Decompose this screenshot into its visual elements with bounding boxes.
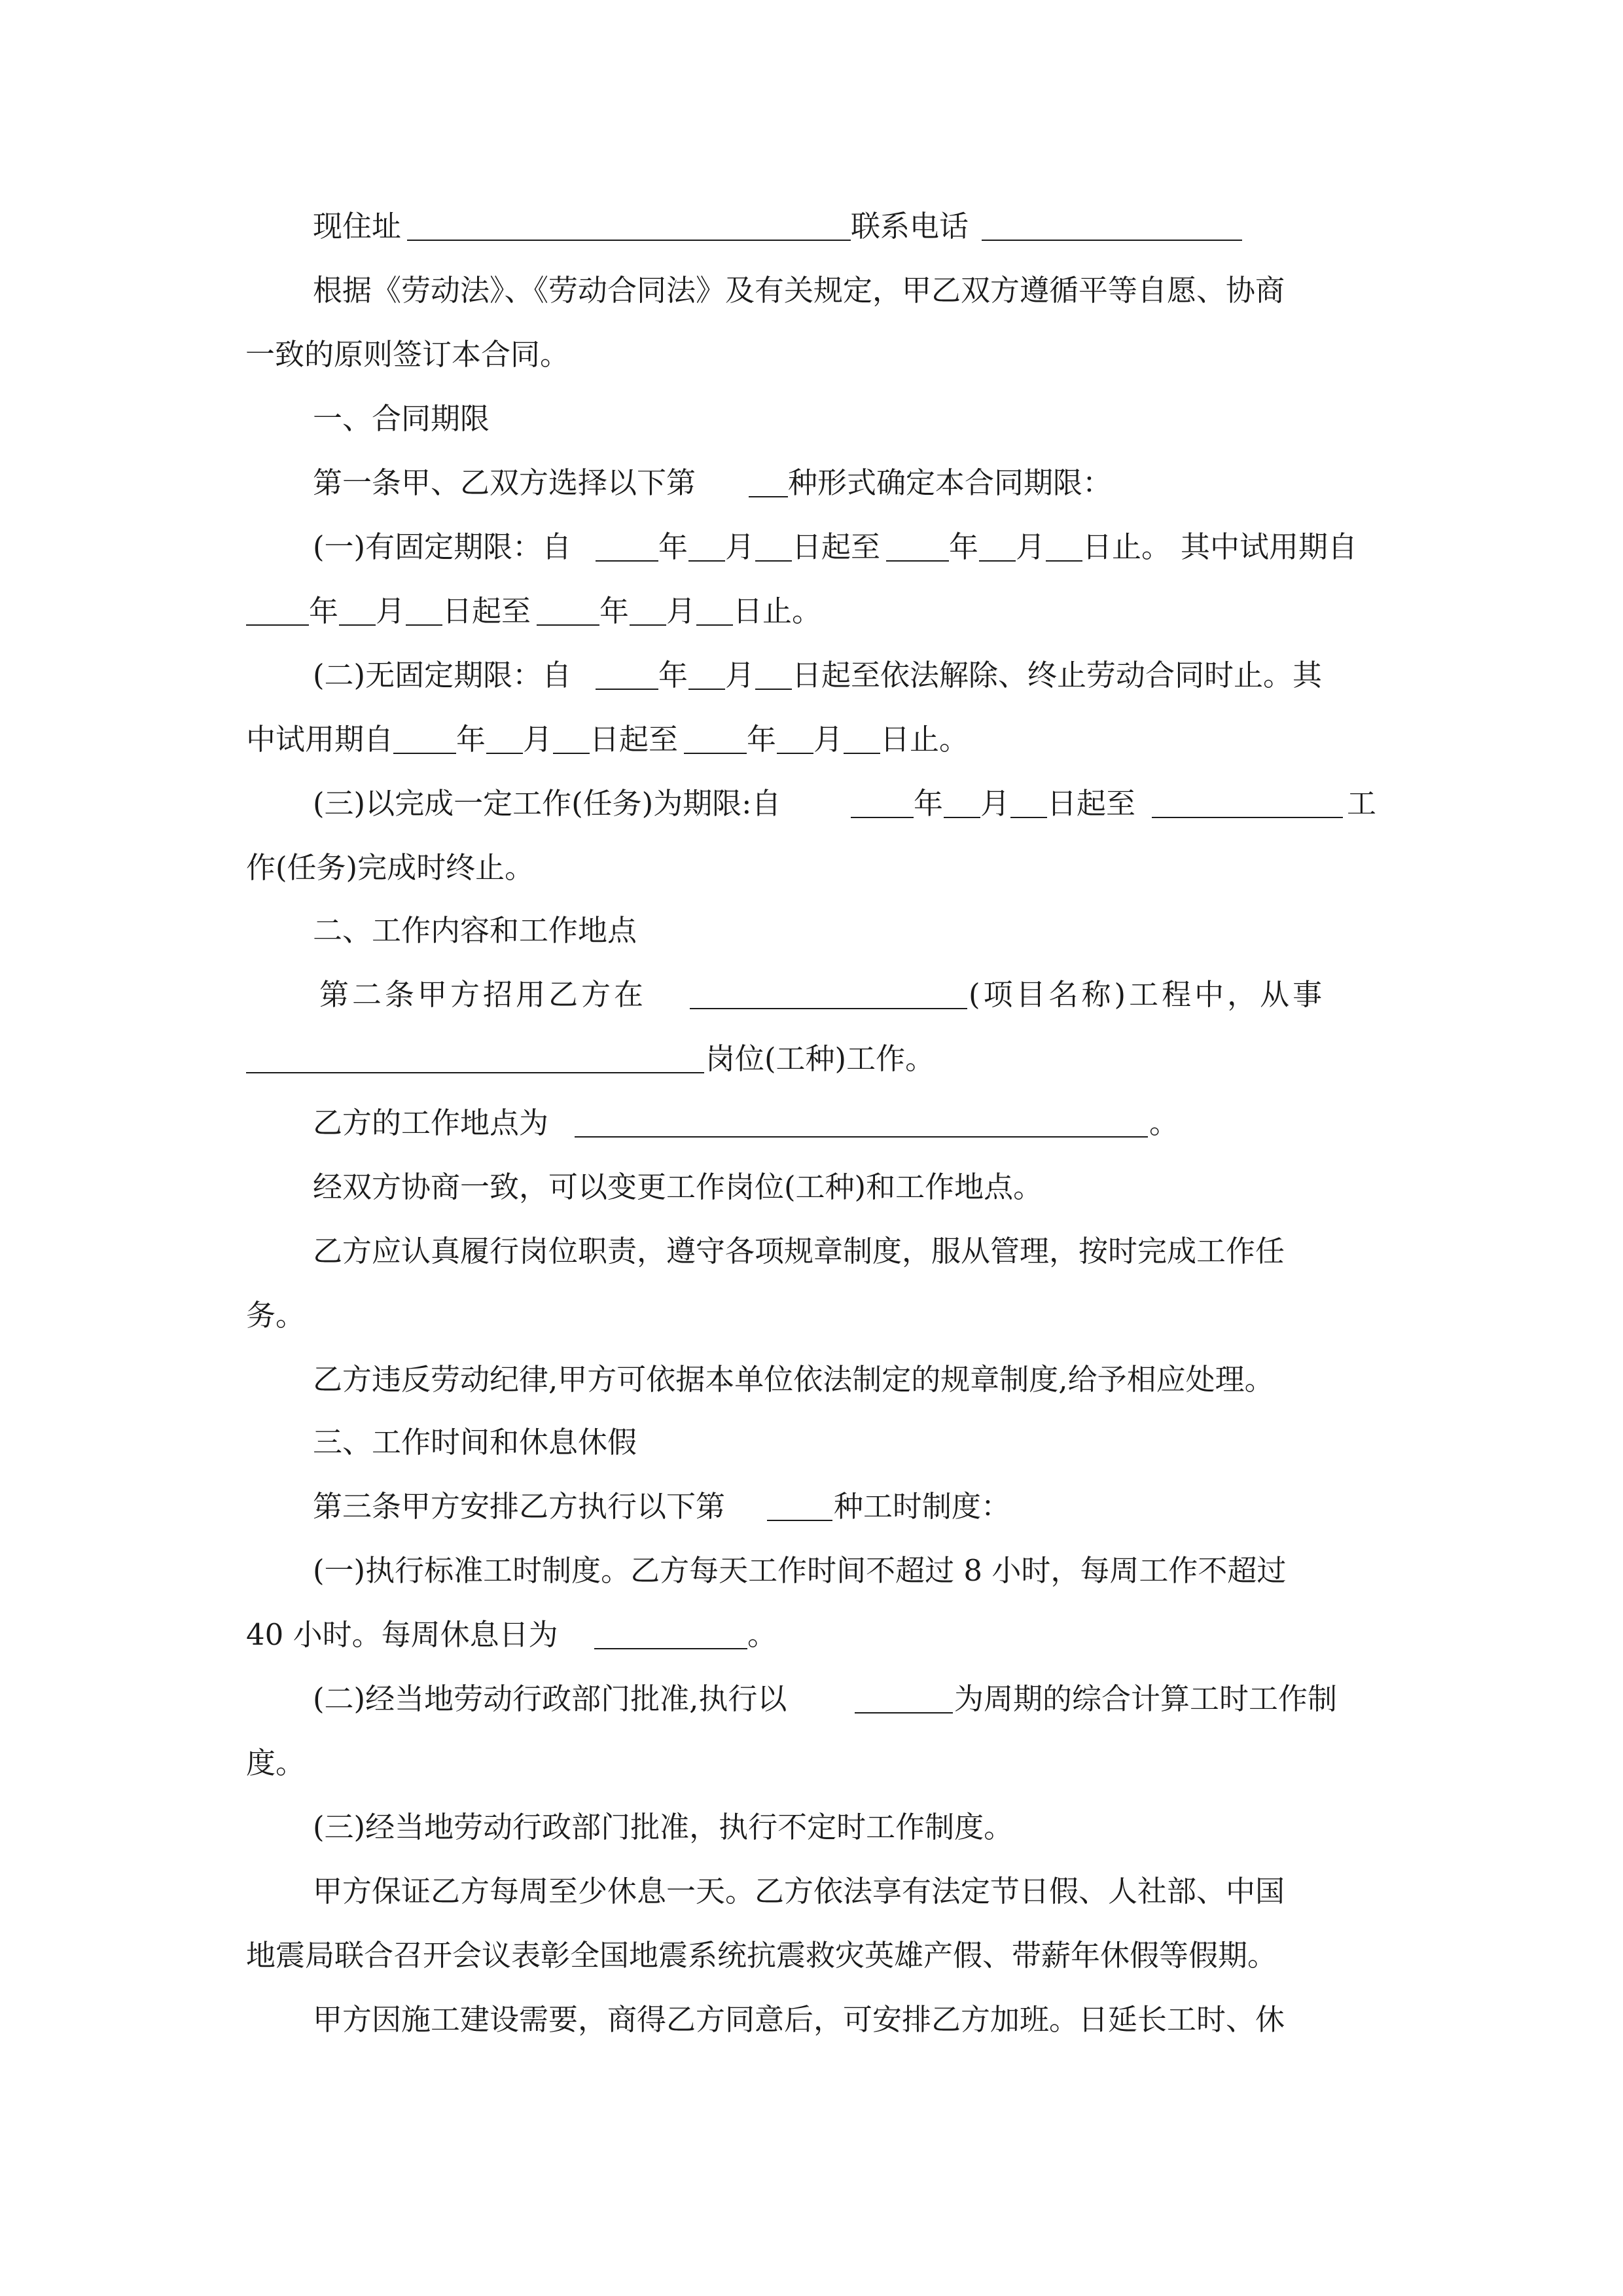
month-unit: 月 xyxy=(980,786,1010,821)
intro-text-1: 根据《劳动法》、《劳动合同法》及有关规定，甲乙双方遵循平等自愿、协商 xyxy=(313,273,1285,308)
day-stop-unit: 日止。 xyxy=(1082,529,1171,564)
month-unit: 月 xyxy=(1016,529,1046,564)
overtime-text-1: 甲方因施工建设需要，商得乙方同意后，可安排乙方加班。日延长工时、休 xyxy=(313,2002,1285,2037)
year-unit: 年 xyxy=(658,658,688,692)
standard-hours-text-1: (一)执行标准工时制度。乙方每天工作时间不超过 8 小时，每周工作不超过 xyxy=(313,1553,1287,1588)
duty-text-1: 乙方应认真履行岗位职责，遵守各项规章制度，服从管理，按时完成工作任 xyxy=(313,1234,1285,1268)
position-blank xyxy=(246,1045,704,1073)
discipline-line xyxy=(0,1360,1623,1399)
fixed-term-line-1 xyxy=(0,528,1623,567)
open-term-line-1 xyxy=(0,656,1623,695)
task-term-line-2 xyxy=(0,848,1623,888)
date-blank xyxy=(596,661,658,690)
flexible-hours-line xyxy=(0,1808,1623,1847)
fixed-term-line-2 xyxy=(0,592,1623,631)
open-term-end: 日止。 xyxy=(880,722,969,757)
rest-text-2: 地震局联合召开会议表彰全国地震系统抗震救灾英雄产假、带薪年休假等假期。 xyxy=(246,1938,1277,1973)
form-choice-blank xyxy=(749,469,788,497)
article-2-line-1 xyxy=(0,975,1623,1014)
date-blank xyxy=(979,533,1016,562)
date-blank xyxy=(393,725,456,754)
year-unit: 年 xyxy=(599,594,630,628)
task-term-end-char: 工 xyxy=(1347,786,1377,821)
month-unit: 月 xyxy=(813,722,844,757)
month-unit: 月 xyxy=(666,594,696,628)
section-2-heading xyxy=(0,911,1623,950)
rest-line-2 xyxy=(0,1936,1623,1975)
year-unit: 年 xyxy=(949,529,979,564)
article-1-line xyxy=(0,463,1623,503)
date-blank xyxy=(688,533,725,562)
date-blank xyxy=(246,597,309,626)
date-blank xyxy=(851,789,914,818)
task-term-text-2: 作(任务)完成时终止。 xyxy=(246,850,535,885)
date-blank xyxy=(684,725,747,754)
date-blank xyxy=(1010,789,1047,818)
article-2-text-a: 第二条甲方招用乙方在 xyxy=(319,977,647,1012)
article-1-text-a: 第一条甲、乙双方选择以下第 xyxy=(313,465,696,500)
date-blank xyxy=(630,597,666,626)
date-blank xyxy=(537,597,599,626)
month-unit: 月 xyxy=(523,722,553,757)
comprehensive-hours-line-2 xyxy=(0,1744,1623,1783)
intro-line-1 xyxy=(0,271,1623,310)
comprehensive-hours-line-1 xyxy=(0,1679,1623,1719)
open-term-rest: 日起至依法解除、终止劳动合同时止。其 xyxy=(792,658,1323,692)
article-3-text-a: 第三条甲方安排乙方执行以下第 xyxy=(313,1489,726,1524)
section-1-heading-text: 一、合同期限 xyxy=(313,401,490,436)
open-term-line-2 xyxy=(0,720,1623,759)
duty-line-1 xyxy=(0,1232,1623,1271)
section-3-heading xyxy=(0,1423,1623,1462)
section-1-heading xyxy=(0,399,1623,439)
month-unit: 月 xyxy=(376,594,406,628)
date-blank xyxy=(486,725,523,754)
address-phone-line xyxy=(0,207,1623,246)
fixed-term-end: 日止。 xyxy=(733,594,822,628)
date-blank xyxy=(696,597,733,626)
date-blank xyxy=(844,725,880,754)
year-unit: 年 xyxy=(456,722,486,757)
work-place-prefix: 乙方的工作地点为 xyxy=(313,1105,549,1140)
date-blank xyxy=(944,789,980,818)
phone-blank xyxy=(982,212,1242,241)
day-from-unit: 日起至 xyxy=(590,722,679,757)
article-1-text-b: 种形式确定本合同期限： xyxy=(788,465,1113,500)
date-blank xyxy=(688,661,725,690)
hours-choice-blank xyxy=(767,1492,832,1521)
date-blank xyxy=(1046,533,1082,562)
discipline-text: 乙方违反劳动纪律,甲方可依据本单位依法制定的规章制度,给予相应处理。 xyxy=(313,1362,1274,1397)
article-3-text-b: 种工时制度： xyxy=(834,1489,1011,1524)
overtime-line-1 xyxy=(0,2000,1623,2039)
day-from-unit: 日起至 xyxy=(442,594,531,628)
flexible-hours-text: (三)经当地劳动行政部门批准，执行不定时工作制度。 xyxy=(313,1810,1014,1844)
comprehensive-hours-rest: 为周期的综合计算工时工作制 xyxy=(954,1681,1338,1716)
article-2-text-b: (项目名称)工程中，从事 xyxy=(969,977,1326,1012)
project-name-blank xyxy=(690,980,967,1009)
duty-text-2: 务。 xyxy=(246,1298,306,1333)
day-from-unit: 日起至 xyxy=(792,529,881,564)
intro-line-2 xyxy=(0,335,1623,374)
year-unit: 年 xyxy=(747,722,777,757)
article-2-line-2 xyxy=(0,1039,1623,1079)
rest-day-blank xyxy=(594,1621,747,1649)
open-term-probation-prefix: 中试用期自 xyxy=(246,722,394,757)
rest-text-1: 甲方保证乙方每周至少休息一天。乙方依法享有法定节日假、人社部、中国 xyxy=(313,1874,1285,1909)
standard-hours-line-1 xyxy=(0,1551,1623,1590)
date-blank xyxy=(596,533,658,562)
fixed-term-prefix: (一)有固定期限：自 xyxy=(313,529,572,564)
date-blank xyxy=(553,725,590,754)
year-unit: 年 xyxy=(914,786,944,821)
year-unit: 年 xyxy=(658,529,688,564)
section-2-heading-text: 二、工作内容和工作地点 xyxy=(313,913,637,948)
date-blank xyxy=(406,597,442,626)
date-blank xyxy=(755,533,792,562)
phone-label: 联系电话 xyxy=(851,209,969,243)
article-2-text-2: 岗位(工种)工作。 xyxy=(705,1041,935,1076)
date-blank xyxy=(755,661,792,690)
task-term-line-1 xyxy=(0,784,1623,823)
open-term-prefix: (二)无固定期限：自 xyxy=(313,658,572,692)
change-line xyxy=(0,1168,1623,1207)
work-place-line xyxy=(0,1103,1623,1143)
task-name-blank xyxy=(1152,789,1343,818)
work-place-blank xyxy=(575,1109,1148,1138)
change-text: 经双方协商一致，可以变更工作岗位(工种)和工作地点。 xyxy=(313,1170,1043,1204)
year-unit: 年 xyxy=(309,594,339,628)
section-3-heading-text: 三、工作时间和休息休假 xyxy=(313,1425,637,1460)
task-term-prefix: (三)以完成一定工作(任务)为期限:自 xyxy=(313,786,781,821)
month-unit: 月 xyxy=(725,529,755,564)
work-place-end: 。 xyxy=(1149,1105,1179,1140)
month-unit: 月 xyxy=(725,658,755,692)
article-3-line xyxy=(0,1487,1623,1526)
comprehensive-hours-prefix: (二)经当地劳动行政部门批准,执行以 xyxy=(313,1681,787,1716)
rest-line-1 xyxy=(0,1872,1623,1911)
cycle-blank xyxy=(855,1685,953,1713)
day-from-unit: 日起至 xyxy=(1047,786,1136,821)
intro-text-2: 一致的原则签订本合同。 xyxy=(245,337,570,372)
fixed-term-rest: 其中试用期自 xyxy=(1181,529,1358,564)
address-blank xyxy=(407,212,851,241)
date-blank xyxy=(777,725,813,754)
standard-hours-line-2 xyxy=(0,1615,1623,1655)
address-label: 现住址 xyxy=(313,209,402,243)
date-blank xyxy=(886,533,949,562)
date-blank xyxy=(339,597,376,626)
standard-hours-end: 。 xyxy=(747,1617,777,1652)
comprehensive-hours-text-2: 度。 xyxy=(246,1746,306,1780)
duty-line-2 xyxy=(0,1296,1623,1335)
standard-hours-prefix-2: 40 小时。每周休息日为 xyxy=(246,1617,558,1652)
